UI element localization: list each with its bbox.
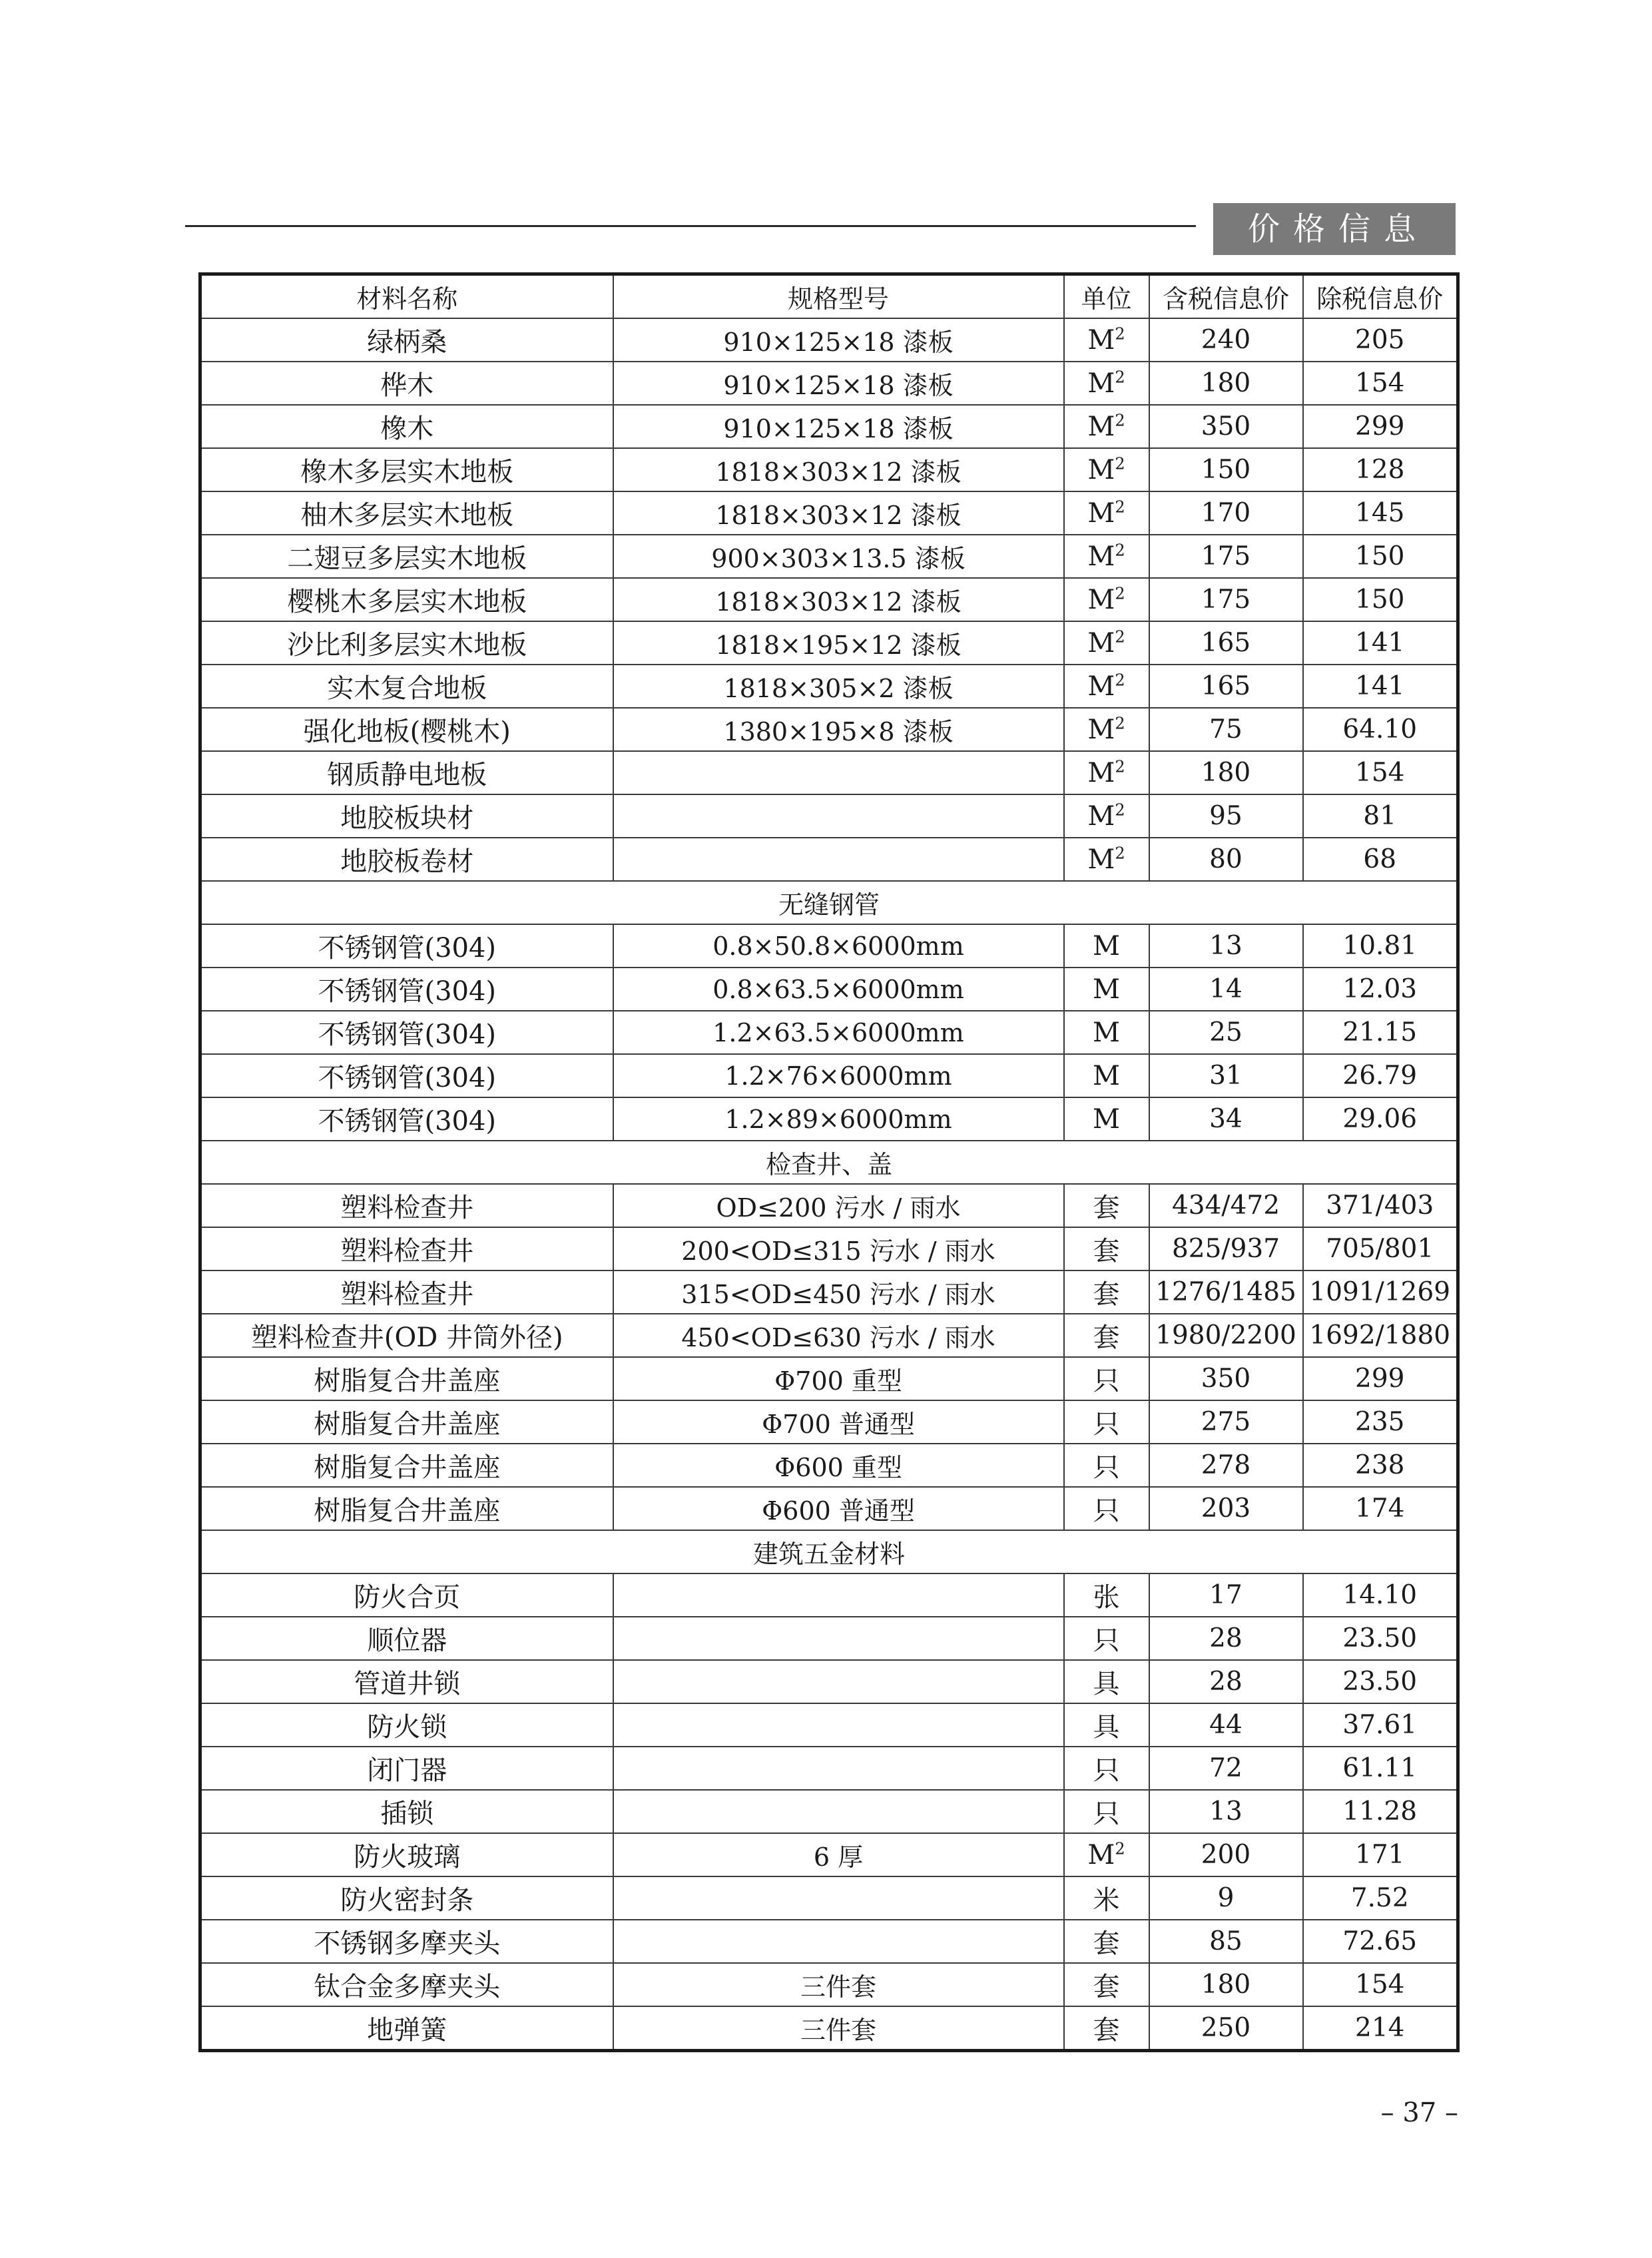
col-header-spec: 规格型号 <box>613 274 1064 319</box>
cell-material-name: 防火玻璃 <box>200 1833 613 1876</box>
col-header-notax-price: 除税信息价 <box>1303 274 1458 319</box>
cell-spec <box>613 1790 1064 1833</box>
table-row <box>200 318 1458 362</box>
cell-tax-price: 25 <box>1149 1011 1303 1054</box>
cell-spec: 200<OD≤315 污水 / 雨水 <box>613 1227 1064 1270</box>
table-row <box>200 838 1458 881</box>
cell-notax-price: 1692/1880 <box>1303 1314 1458 1357</box>
header-rule <box>185 225 1196 227</box>
cell-unit <box>1064 1054 1149 1097</box>
unit-text: 只 <box>1093 1799 1120 1829</box>
col-header-tax-price: 含税信息价 <box>1149 274 1303 319</box>
cell-notax-price: 11.28 <box>1303 1790 1458 1833</box>
cell-material-name: 塑料检查井 <box>200 1227 613 1270</box>
cell-spec: 1380×195×8 漆板 <box>613 708 1064 751</box>
cell-material-name: 强化地板(樱桃木) <box>200 708 613 751</box>
cell-notax-price: 23.50 <box>1303 1660 1458 1703</box>
cell-tax-price: 180 <box>1149 362 1303 405</box>
cell-material-name: 不锈钢管(304) <box>200 1054 613 1097</box>
unit-text: M <box>1087 627 1115 659</box>
cell-unit <box>1064 1487 1149 1530</box>
cell-material-name: 不锈钢多摩夹头 <box>200 1920 613 1963</box>
cell-spec: Φ700 重型 <box>613 1357 1064 1400</box>
cell-spec <box>613 1703 1064 1747</box>
cell-unit <box>1064 1444 1149 1487</box>
cell-material-name: 实木复合地板 <box>200 665 613 708</box>
cell-unit <box>1064 2006 1149 2051</box>
unit-text: M <box>1087 368 1115 399</box>
cell-unit <box>1064 1747 1149 1790</box>
cell-material-name: 绿柄桑 <box>200 318 613 362</box>
cell-unit <box>1064 1660 1149 1703</box>
cell-unit <box>1064 665 1149 708</box>
cell-notax-price: 21.15 <box>1303 1011 1458 1054</box>
unit-text: M <box>1087 411 1115 442</box>
cell-notax-price: 145 <box>1303 491 1458 535</box>
cell-material-name: 塑料检查井 <box>200 1270 613 1314</box>
cell-notax-price: 299 <box>1303 1357 1458 1400</box>
cell-material-name: 树脂复合井盖座 <box>200 1357 613 1400</box>
cell-spec: 315<OD≤450 污水 / 雨水 <box>613 1270 1064 1314</box>
cell-spec: 450<OD≤630 污水 / 雨水 <box>613 1314 1064 1357</box>
cell-spec: 1818×305×2 漆板 <box>613 665 1064 708</box>
cell-tax-price: 9 <box>1149 1876 1303 1920</box>
cell-notax-price: 154 <box>1303 362 1458 405</box>
cell-notax-price: 68 <box>1303 838 1458 881</box>
unit-superscript: 2 <box>1115 324 1125 344</box>
table-row <box>200 968 1458 1011</box>
cell-spec: 900×303×13.5 漆板 <box>613 535 1064 578</box>
cell-spec <box>613 794 1064 838</box>
cell-notax-price: 10.81 <box>1303 924 1458 968</box>
table-row <box>200 362 1458 405</box>
table-row <box>200 1227 1458 1270</box>
cell-unit <box>1064 491 1149 535</box>
cell-spec: 910×125×18 漆板 <box>613 318 1064 362</box>
cell-unit <box>1064 968 1149 1011</box>
cell-spec: 1.2×89×6000mm <box>613 1097 1064 1141</box>
cell-spec: 1.2×63.5×6000mm <box>613 1011 1064 1054</box>
cell-unit <box>1064 1097 1149 1141</box>
cell-tax-price: 75 <box>1149 708 1303 751</box>
section-heading: 建筑五金材料 <box>200 1530 1458 1573</box>
unit-text: M <box>1087 671 1115 702</box>
cell-unit <box>1064 1357 1149 1400</box>
cell-tax-price: 350 <box>1149 1357 1303 1400</box>
unit-text: 只 <box>1093 1452 1120 1483</box>
table-row <box>200 1270 1458 1314</box>
cell-notax-price: 14.10 <box>1303 1573 1458 1617</box>
cell-notax-price: 29.06 <box>1303 1097 1458 1141</box>
unit-text: M <box>1087 324 1115 356</box>
cell-material-name: 不锈钢管(304) <box>200 1097 613 1141</box>
cell-material-name: 塑料检查井 <box>200 1184 613 1227</box>
unit-text: 套 <box>1093 1236 1120 1267</box>
cell-spec <box>613 1617 1064 1660</box>
cell-material-name: 塑料检查井(OD 井筒外径) <box>200 1314 613 1357</box>
unit-text: 只 <box>1093 1366 1120 1396</box>
cell-spec <box>613 1747 1064 1790</box>
cell-unit <box>1064 535 1149 578</box>
cell-tax-price: 825/937 <box>1149 1227 1303 1270</box>
cell-notax-price: 154 <box>1303 751 1458 794</box>
unit-text: 只 <box>1093 1625 1120 1656</box>
cell-spec: 6 厚 <box>613 1833 1064 1876</box>
unit-text: M <box>1087 714 1115 745</box>
table-row <box>200 1054 1458 1097</box>
cell-notax-price: 150 <box>1303 535 1458 578</box>
section-row <box>200 881 1458 924</box>
cell-material-name: 树脂复合井盖座 <box>200 1487 613 1530</box>
cell-material-name: 不锈钢管(304) <box>200 1011 613 1054</box>
unit-text: 套 <box>1093 1928 1120 1959</box>
unit-superscript: 2 <box>1115 1839 1125 1858</box>
table-row <box>200 621 1458 665</box>
section-title: 价格信息 <box>1213 203 1456 255</box>
cell-tax-price: 165 <box>1149 621 1303 665</box>
cell-notax-price: 214 <box>1303 2006 1458 2051</box>
cell-tax-price: 180 <box>1149 751 1303 794</box>
cell-material-name: 二翅豆多层实木地板 <box>200 535 613 578</box>
cell-spec: 910×125×18 漆板 <box>613 405 1064 448</box>
cell-tax-price: 175 <box>1149 578 1303 621</box>
cell-notax-price: 64.10 <box>1303 708 1458 751</box>
unit-text: 套 <box>1093 1972 1120 2002</box>
cell-tax-price: 1276/1485 <box>1149 1270 1303 1314</box>
table-row <box>200 1011 1458 1054</box>
cell-unit <box>1064 1876 1149 1920</box>
cell-spec: Φ600 普通型 <box>613 1487 1064 1530</box>
table-row <box>200 708 1458 751</box>
table-row <box>200 1487 1458 1530</box>
page-number: – 37 – <box>1380 2098 1458 2128</box>
cell-tax-price: 95 <box>1149 794 1303 838</box>
unit-text: M <box>1093 1060 1120 1091</box>
cell-tax-price: 240 <box>1149 318 1303 362</box>
unit-superscript: 2 <box>1115 411 1125 430</box>
unit-text: M <box>1087 454 1115 485</box>
table-row <box>200 924 1458 968</box>
cell-material-name: 地胶板块材 <box>200 794 613 838</box>
cell-unit <box>1064 1314 1149 1357</box>
cell-spec <box>613 1920 1064 1963</box>
cell-tax-price: 275 <box>1149 1400 1303 1444</box>
cell-tax-price: 1980/2200 <box>1149 1314 1303 1357</box>
cell-tax-price: 85 <box>1149 1920 1303 1963</box>
cell-notax-price: 61.11 <box>1303 1747 1458 1790</box>
cell-tax-price: 150 <box>1149 448 1303 491</box>
cell-unit <box>1064 318 1149 362</box>
unit-superscript: 2 <box>1115 497 1125 517</box>
cell-notax-price: 299 <box>1303 405 1458 448</box>
unit-text: M <box>1093 1103 1120 1135</box>
unit-text: 具 <box>1093 1669 1120 1699</box>
cell-tax-price: 13 <box>1149 924 1303 968</box>
cell-unit <box>1064 1011 1149 1054</box>
table-row <box>200 1314 1458 1357</box>
unit-superscript: 2 <box>1115 757 1125 776</box>
cell-notax-price: 81 <box>1303 794 1458 838</box>
cell-material-name: 地弹簧 <box>200 2006 613 2051</box>
cell-notax-price: 128 <box>1303 448 1458 491</box>
cell-spec <box>613 751 1064 794</box>
unit-superscript: 2 <box>1115 368 1125 387</box>
table-body <box>200 318 1458 2051</box>
cell-tax-price: 180 <box>1149 1963 1303 2006</box>
cell-unit <box>1064 794 1149 838</box>
cell-spec: 1.2×76×6000mm <box>613 1054 1064 1097</box>
unit-text: 具 <box>1093 1712 1120 1743</box>
cell-tax-price: 17 <box>1149 1573 1303 1617</box>
cell-notax-price: 7.52 <box>1303 1876 1458 1920</box>
cell-spec <box>613 1660 1064 1703</box>
cell-notax-price: 238 <box>1303 1444 1458 1487</box>
cell-spec: 1818×303×12 漆板 <box>613 448 1064 491</box>
table-row <box>200 535 1458 578</box>
table-row <box>200 1963 1458 2006</box>
unit-text: M <box>1093 974 1120 1005</box>
cell-unit <box>1064 1790 1149 1833</box>
cell-material-name: 樱桃木多层实木地板 <box>200 578 613 621</box>
unit-text: 只 <box>1093 1496 1120 1526</box>
cell-material-name: 钢质静电地板 <box>200 751 613 794</box>
cell-material-name: 防火密封条 <box>200 1876 613 1920</box>
cell-material-name: 顺位器 <box>200 1617 613 1660</box>
unit-text: 套 <box>1093 1322 1120 1353</box>
cell-spec: 三件套 <box>613 1963 1064 2006</box>
cell-unit <box>1064 708 1149 751</box>
unit-superscript: 2 <box>1115 454 1125 473</box>
cell-unit <box>1064 1963 1149 2006</box>
cell-notax-price: 154 <box>1303 1963 1458 2006</box>
unit-text: 张 <box>1093 1582 1120 1613</box>
cell-unit <box>1064 751 1149 794</box>
cell-notax-price: 1091/1269 <box>1303 1270 1458 1314</box>
unit-text: 只 <box>1093 1409 1120 1440</box>
cell-material-name: 插锁 <box>200 1790 613 1833</box>
cell-tax-price: 28 <box>1149 1660 1303 1703</box>
section-row <box>200 1141 1458 1184</box>
cell-material-name: 不锈钢管(304) <box>200 968 613 1011</box>
table-row <box>200 1444 1458 1487</box>
unit-text: 套 <box>1093 2015 1120 2046</box>
unit-superscript: 2 <box>1115 627 1125 647</box>
cell-material-name: 防火锁 <box>200 1703 613 1747</box>
cell-unit <box>1064 448 1149 491</box>
cell-tax-price: 31 <box>1149 1054 1303 1097</box>
cell-notax-price: 371/403 <box>1303 1184 1458 1227</box>
cell-notax-price: 37.61 <box>1303 1703 1458 1747</box>
cell-material-name: 橡木 <box>200 405 613 448</box>
cell-unit <box>1064 362 1149 405</box>
cell-unit <box>1064 1833 1149 1876</box>
table-row <box>200 1400 1458 1444</box>
cell-spec: 910×125×18 漆板 <box>613 362 1064 405</box>
cell-notax-price: 23.50 <box>1303 1617 1458 1660</box>
cell-tax-price: 434/472 <box>1149 1184 1303 1227</box>
cell-tax-price: 165 <box>1149 665 1303 708</box>
unit-text: M <box>1093 930 1120 962</box>
cell-unit <box>1064 1573 1149 1617</box>
cell-tax-price: 28 <box>1149 1617 1303 1660</box>
cell-notax-price: 150 <box>1303 578 1458 621</box>
cell-tax-price: 278 <box>1149 1444 1303 1487</box>
cell-spec: OD≤200 污水 / 雨水 <box>613 1184 1064 1227</box>
table-row <box>200 1184 1458 1227</box>
cell-spec: 三件套 <box>613 2006 1064 2051</box>
cell-unit <box>1064 1270 1149 1314</box>
cell-material-name: 钛合金多摩夹头 <box>200 1963 613 2006</box>
section-heading: 无缝钢管 <box>200 881 1458 924</box>
unit-text: 只 <box>1093 1755 1120 1786</box>
table-row <box>200 1617 1458 1660</box>
cell-material-name: 地胶板卷材 <box>200 838 613 881</box>
cell-material-name: 沙比利多层实木地板 <box>200 621 613 665</box>
cell-unit <box>1064 838 1149 881</box>
unit-text: M <box>1093 1017 1120 1048</box>
cell-notax-price: 26.79 <box>1303 1054 1458 1097</box>
table-row <box>200 1920 1458 1963</box>
unit-text: M <box>1087 541 1115 572</box>
price-table <box>198 272 1460 2052</box>
cell-spec: 1818×195×12 漆板 <box>613 621 1064 665</box>
cell-unit <box>1064 1400 1149 1444</box>
cell-unit <box>1064 1617 1149 1660</box>
unit-text: M <box>1087 844 1115 875</box>
table-row <box>200 1357 1458 1400</box>
cell-notax-price: 205 <box>1303 318 1458 362</box>
cell-unit <box>1064 1227 1149 1270</box>
table-row <box>200 405 1458 448</box>
table-row <box>200 578 1458 621</box>
cell-notax-price: 72.65 <box>1303 1920 1458 1963</box>
unit-superscript: 2 <box>1115 584 1125 603</box>
cell-notax-price: 141 <box>1303 621 1458 665</box>
cell-notax-price: 235 <box>1303 1400 1458 1444</box>
cell-notax-price: 12.03 <box>1303 968 1458 1011</box>
cell-notax-price: 174 <box>1303 1487 1458 1530</box>
unit-superscript: 2 <box>1115 671 1125 690</box>
unit-superscript: 2 <box>1115 714 1125 733</box>
cell-notax-price: 171 <box>1303 1833 1458 1876</box>
table-row <box>200 2006 1458 2051</box>
cell-tax-price: 175 <box>1149 535 1303 578</box>
cell-unit <box>1064 1184 1149 1227</box>
cell-notax-price: 705/801 <box>1303 1227 1458 1270</box>
cell-spec: Φ700 普通型 <box>613 1400 1064 1444</box>
cell-spec: Φ600 重型 <box>613 1444 1064 1487</box>
cell-spec <box>613 1876 1064 1920</box>
cell-notax-price: 141 <box>1303 665 1458 708</box>
cell-material-name: 不锈钢管(304) <box>200 924 613 968</box>
cell-tax-price: 250 <box>1149 2006 1303 2051</box>
unit-text: M <box>1087 497 1115 529</box>
cell-material-name: 树脂复合井盖座 <box>200 1400 613 1444</box>
unit-text: M <box>1087 800 1115 832</box>
table-row <box>200 491 1458 535</box>
cell-spec: 1818×303×12 漆板 <box>613 578 1064 621</box>
col-header-name: 材料名称 <box>200 274 613 319</box>
table-row <box>200 794 1458 838</box>
table-header-row <box>200 274 1458 319</box>
cell-tax-price: 203 <box>1149 1487 1303 1530</box>
cell-material-name: 树脂复合井盖座 <box>200 1444 613 1487</box>
cell-tax-price: 44 <box>1149 1703 1303 1747</box>
table-row <box>200 448 1458 491</box>
table-row <box>200 751 1458 794</box>
unit-superscript: 2 <box>1115 541 1125 560</box>
table-row <box>200 1573 1458 1617</box>
cell-material-name: 柚木多层实木地板 <box>200 491 613 535</box>
unit-text: 米 <box>1093 1885 1120 1916</box>
table-row <box>200 1703 1458 1747</box>
cell-tax-price: 14 <box>1149 968 1303 1011</box>
cell-tax-price: 72 <box>1149 1747 1303 1790</box>
cell-spec <box>613 838 1064 881</box>
cell-unit <box>1064 924 1149 968</box>
unit-text: 套 <box>1093 1279 1120 1310</box>
cell-material-name: 管道井锁 <box>200 1660 613 1703</box>
cell-unit <box>1064 1703 1149 1747</box>
cell-tax-price: 170 <box>1149 491 1303 535</box>
unit-superscript: 2 <box>1115 800 1125 820</box>
table-row <box>200 1747 1458 1790</box>
cell-spec: 0.8×63.5×6000mm <box>613 968 1064 1011</box>
cell-material-name: 橡木多层实木地板 <box>200 448 613 491</box>
unit-text: M <box>1087 757 1115 788</box>
cell-material-name: 桦木 <box>200 362 613 405</box>
cell-tax-price: 34 <box>1149 1097 1303 1141</box>
unit-text: M <box>1087 584 1115 615</box>
col-header-unit: 单位 <box>1064 274 1149 319</box>
section-row <box>200 1530 1458 1573</box>
unit-superscript: 2 <box>1115 844 1125 863</box>
unit-text: M <box>1087 1839 1115 1870</box>
cell-tax-price: 13 <box>1149 1790 1303 1833</box>
cell-tax-price: 200 <box>1149 1833 1303 1876</box>
table-row <box>200 1790 1458 1833</box>
section-heading: 检查井、盖 <box>200 1141 1458 1184</box>
unit-text: 套 <box>1093 1193 1120 1223</box>
table-row <box>200 1876 1458 1920</box>
cell-spec: 0.8×50.8×6000mm <box>613 924 1064 968</box>
cell-tax-price: 80 <box>1149 838 1303 881</box>
cell-spec <box>613 1573 1064 1617</box>
cell-spec: 1818×303×12 漆板 <box>613 491 1064 535</box>
cell-tax-price: 350 <box>1149 405 1303 448</box>
table-row <box>200 1097 1458 1141</box>
table-row <box>200 1660 1458 1703</box>
cell-material-name: 防火合页 <box>200 1573 613 1617</box>
cell-unit <box>1064 621 1149 665</box>
cell-unit <box>1064 1920 1149 1963</box>
cell-unit <box>1064 405 1149 448</box>
table-row <box>200 665 1458 708</box>
cell-material-name: 闭门器 <box>200 1747 613 1790</box>
table-row <box>200 1833 1458 1876</box>
cell-unit <box>1064 578 1149 621</box>
